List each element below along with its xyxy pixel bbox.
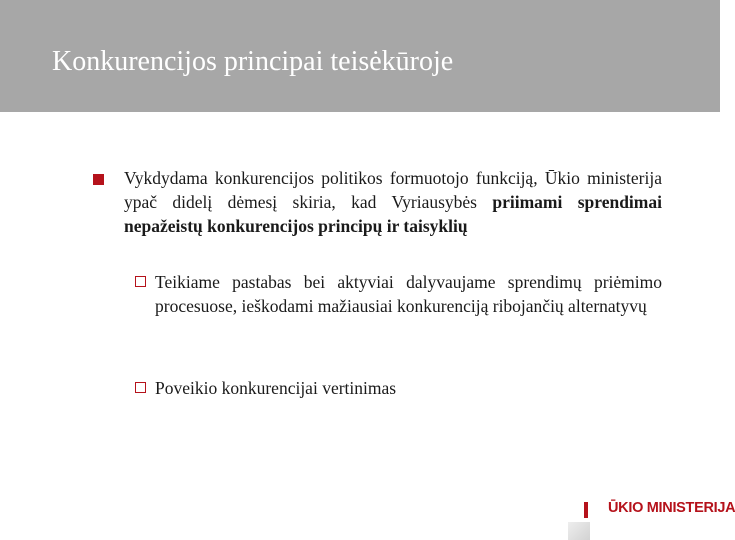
logo-text: ŪKIO MINISTERIJA xyxy=(608,500,735,516)
main-bullet-plain: Vykdydama konkurencijos politikos formuotojo funkciją, Ūkio ministerija ypač didelį dėmesį skiria, kad Vyriausybės xyxy=(124,168,662,212)
sub-bullet-text-1: Teikiame pastabas bei aktyviai dalyvaujame sprendimų priėmimo procesuose, ieškodami mažiausiai konkurenciją ribojančių alternatyvų xyxy=(155,272,662,316)
main-bullet-bold: priimami sprendimai nepažeistų konkurencijos principų ir taisyklių xyxy=(124,192,662,236)
hollow-square-bullet-icon xyxy=(135,276,146,287)
hollow-square-bullet-icon xyxy=(135,382,146,393)
main-bullet-text xyxy=(124,166,662,238)
filled-square-bullet-icon xyxy=(93,174,104,185)
page-title: Konkurencijos principai teisėkūroje xyxy=(52,46,454,77)
logo-block-icon xyxy=(568,522,590,540)
sub-bullet-text-2: Poveikio konkurencijai vertinimas xyxy=(155,378,397,398)
ministry-logo xyxy=(568,494,735,540)
logo-bar-icon xyxy=(584,502,588,518)
